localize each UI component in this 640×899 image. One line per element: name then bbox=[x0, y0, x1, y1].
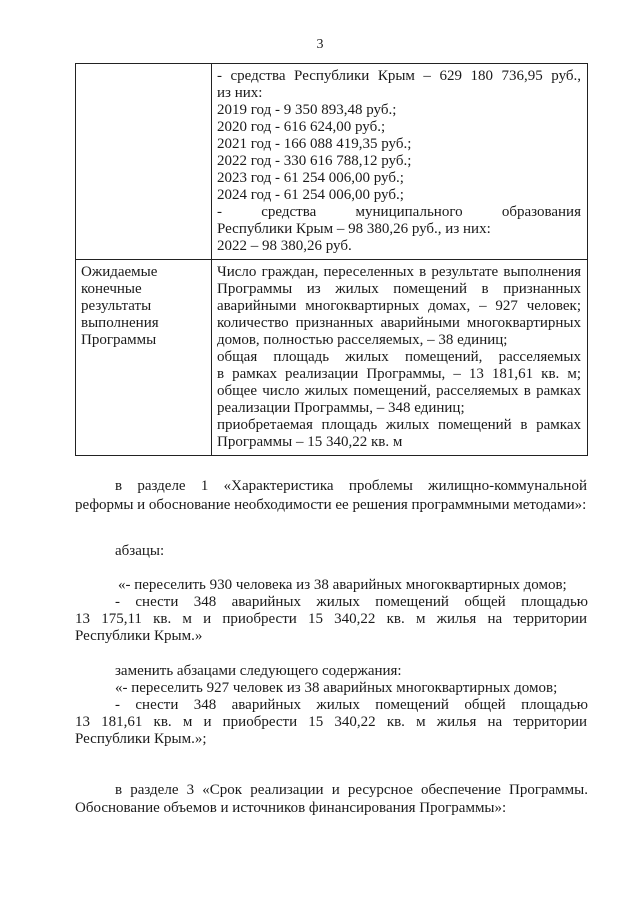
new-paragraph-line-3: 13 181,61 кв. м и приобрести 15 340,22 кв. м жилья на территории bbox=[75, 714, 587, 730]
funding-line: 2021 год - 166 088 419,35 руб.; bbox=[217, 136, 412, 152]
funding-row-label-cell bbox=[76, 64, 212, 260]
results-line: в рамках реализации Программы, – 13 181,61 кв. м; bbox=[217, 366, 581, 382]
funding-line: 2024 год - 61 254 006,00 руб.; bbox=[217, 187, 404, 203]
funding-line: 2023 год - 61 254 006,00 руб.; bbox=[217, 170, 404, 186]
results-line: приобретаемая площадь жилых помещений в рамках bbox=[217, 417, 581, 433]
program-passport-table bbox=[75, 63, 588, 456]
section3-intro-line-2: Обоснование объемов и источников финансирования Программы»: bbox=[75, 800, 507, 816]
results-line: количество признанных аварийными многоквартирных bbox=[217, 315, 581, 331]
results-line: аварийными многоквартирных домах, – 927 человек; bbox=[217, 298, 581, 314]
section3-intro-line-1: в разделе 3 «Срок реализации и ресурсное обеспечение Программы. bbox=[115, 782, 588, 798]
funding-line: - средства муниципального образования bbox=[217, 204, 581, 220]
old-paragraph-line-2: - снести 348 аварийных жилых помещений общей площадью bbox=[115, 594, 588, 610]
funding-line: 2022 год - 330 616 788,12 руб.; bbox=[217, 153, 412, 169]
paragraphs-label: абзацы: bbox=[115, 543, 165, 559]
funding-line: Республики Крым – 98 380,26 руб., из них: bbox=[217, 221, 491, 237]
old-paragraph-line-1: «- переселить 930 человека из 38 аварийных многоквартирных домов; bbox=[118, 577, 567, 593]
results-line: общая площадь жилых помещений, расселяемых bbox=[217, 349, 581, 365]
new-paragraph-line-1: «- переселить 927 человек из 38 аварийных многоквартирных домов; bbox=[115, 680, 558, 696]
results-line: Программы из жилых помещений в признанных bbox=[217, 281, 581, 297]
new-paragraph-line-4: Республики Крым.»; bbox=[75, 731, 207, 747]
old-paragraph-line-4: Республики Крым.» bbox=[75, 628, 203, 644]
results-label-line: Программы bbox=[81, 332, 157, 348]
results-line: общее число жилых помещений, расселяемых в рамках bbox=[217, 383, 581, 399]
results-line: домов, полностью расселяемых, – 38 единиц; bbox=[217, 332, 508, 348]
results-label-line: Ожидаемые bbox=[81, 264, 158, 280]
results-row-value-cell bbox=[212, 260, 588, 456]
page-number: 3 bbox=[316, 37, 324, 52]
results-row-label-cell bbox=[76, 260, 212, 456]
funding-line: - средства Республики Крым – 629 180 736,95 руб., bbox=[217, 68, 581, 84]
section1-intro: в разделе 1 «Характеристика проблемы жилищно-коммунальной реформы и обоснование необходимости ее решения программными методами»: bbox=[75, 478, 587, 513]
funding-line: 2022 – 98 380,26 руб. bbox=[217, 238, 352, 254]
old-paragraph-line-3: 13 175,11 кв. м и приобрести 15 340,22 кв. м жилья на территории bbox=[75, 611, 587, 627]
results-line: Число граждан, переселенных в результате выполнения bbox=[217, 264, 581, 280]
new-paragraph-line-2: - снести 348 аварийных жилых помещений общей площадью bbox=[115, 697, 588, 713]
funding-row bbox=[76, 64, 588, 260]
funding-line: 2019 год - 9 350 893,48 руб.; bbox=[217, 102, 397, 118]
results-line: реализации Программы, – 348 единиц; bbox=[217, 400, 465, 416]
results-row bbox=[76, 260, 588, 456]
results-label-line: выполнения bbox=[81, 315, 159, 331]
funding-line: 2020 год - 616 624,00 руб.; bbox=[217, 119, 386, 135]
results-label-line: результаты bbox=[81, 298, 152, 314]
funding-line: из них: bbox=[217, 85, 263, 101]
replace-label: заменить абзацами следующего содержания: bbox=[115, 663, 402, 679]
funding-row-value-cell bbox=[212, 64, 588, 260]
results-line: Программы – 15 340,22 кв. м bbox=[217, 434, 403, 450]
results-label-line: конечные bbox=[81, 281, 142, 297]
